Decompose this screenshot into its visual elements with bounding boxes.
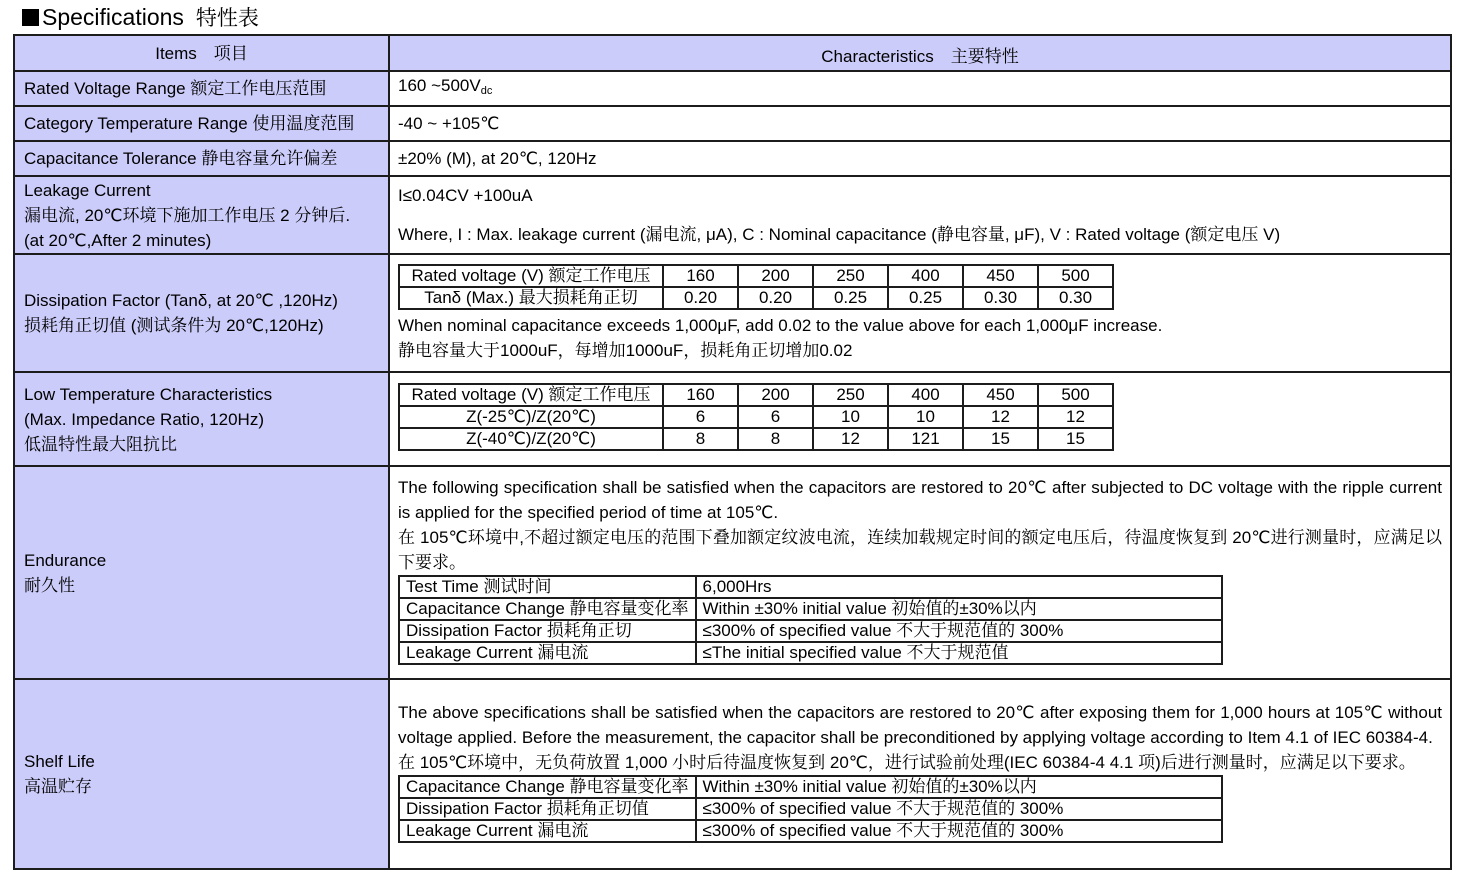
endurance-test-row bbox=[399, 598, 1222, 620]
title-zh: 特性表 bbox=[195, 7, 259, 30]
shelf-life-label bbox=[14, 679, 389, 869]
lt-value: 8 bbox=[663, 428, 738, 450]
lt-row-40 bbox=[399, 428, 1113, 450]
shelf-life-label-zh: 高温贮存 bbox=[24, 777, 92, 796]
lt-value: 10 bbox=[888, 406, 963, 428]
endurance-item: Test Time 测试时间 bbox=[399, 576, 696, 598]
endurance-label-en: Endurance bbox=[24, 550, 107, 570]
low-temperature-value bbox=[389, 372, 1451, 466]
capacitance-tolerance-label: Capacitance Tolerance 静电容量允许偏差 bbox=[14, 141, 389, 176]
characteristics-header-text: Characteristics 主要特性 bbox=[821, 47, 1019, 66]
df-value-row bbox=[399, 287, 1113, 309]
rated-voltage-value bbox=[389, 71, 1451, 106]
df-value: 0.25 bbox=[813, 287, 888, 309]
lt-value: 8 bbox=[738, 428, 813, 450]
endurance-text-en: The following specification shall be satisfied when the capacitors are restored to 20℃ after subjected to DC voltage with the ripple current is applied for the specified period of time at 105℃. bbox=[398, 477, 1442, 522]
lt-value: 6 bbox=[738, 406, 813, 428]
items-header bbox=[14, 35, 389, 71]
df-value: 0.25 bbox=[888, 287, 963, 309]
df-header-row bbox=[399, 265, 1113, 287]
leakage-formula: I≤0.04CV +100uA bbox=[398, 186, 533, 205]
shelf-life-value bbox=[389, 679, 1451, 869]
shelf-life-text-en: The above specifications shall be satisfied when the capacitors are restored to 20℃ after exposing them for 1,000 hours at 105℃ without voltage applied. Before the measurement, the capacitor shall be preconditioned by applying voltage according to Item 4.1 of IEC 60384-4. bbox=[398, 702, 1442, 747]
dissipation-factor-label bbox=[14, 254, 389, 372]
endurance-criterion: ≤The initial specified value 不大于规范值 bbox=[696, 642, 1222, 664]
leakage-current-label bbox=[14, 176, 389, 254]
title-en: Specifications bbox=[42, 4, 184, 30]
endurance-criterion: ≤300% of specified value 不大于规范值的 300% bbox=[696, 620, 1222, 642]
lt-label-line2: (Max. Impedance Ratio, 120Hz) bbox=[24, 409, 264, 429]
shelf-life-criterion: ≤300% of specified value 不大于规范值的 300% bbox=[696, 798, 1222, 820]
rated-voltage-sub: dc bbox=[480, 85, 493, 97]
shelf-life-criterion: Within ±30% initial value 初始值的±30%以内 bbox=[696, 776, 1222, 798]
shelf-life-test-table bbox=[398, 775, 1223, 843]
lt-voltage: 400 bbox=[888, 384, 963, 406]
row-dissipation-factor bbox=[14, 254, 1451, 372]
shelf-life-item: Dissipation Factor 损耗角正切值 bbox=[399, 798, 696, 820]
square-bullet-icon bbox=[22, 9, 39, 26]
header-row bbox=[14, 35, 1451, 71]
df-voltage-table bbox=[398, 264, 1114, 310]
lt-row-25 bbox=[399, 406, 1113, 428]
endurance-item: Dissipation Factor 损耗角正切 bbox=[399, 620, 696, 642]
lt-value: 6 bbox=[663, 406, 738, 428]
lt-voltage: 200 bbox=[738, 384, 813, 406]
leakage-current-value bbox=[389, 176, 1451, 254]
lt-impedance-table bbox=[398, 383, 1114, 451]
shelf-life-test-row bbox=[399, 798, 1222, 820]
endurance-criterion: Within ±30% initial value 初始值的±30%以内 bbox=[696, 598, 1222, 620]
df-voltage: 160 bbox=[663, 265, 738, 287]
lt-label-line3: 低温特性最大阻抗比 bbox=[24, 434, 177, 454]
endurance-label-zh: 耐久性 bbox=[24, 575, 75, 595]
lt-row1-label: Z(-25℃)/Z(20℃) bbox=[399, 406, 663, 428]
lt-value: 12 bbox=[813, 428, 888, 450]
df-voltage: 250 bbox=[813, 265, 888, 287]
specifications-table bbox=[13, 34, 1452, 870]
df-value: 0.20 bbox=[663, 287, 738, 309]
leakage-where: Where, I : Max. leakage current (漏电流, μA), C : Nominal capacitance (静电容量, μF), V : Rated voltage (额定电压 V) bbox=[398, 225, 1281, 244]
df-label-zh: 损耗角正切值 (测试条件为 20℃,120Hz) bbox=[24, 316, 324, 335]
df-header-label: Rated voltage (V) 额定工作电压 bbox=[399, 265, 663, 287]
leakage-label-en: Leakage Current bbox=[24, 180, 151, 200]
endurance-test-row bbox=[399, 576, 1222, 598]
lt-voltage: 250 bbox=[813, 384, 888, 406]
shelf-life-item: Leakage Current 漏电流 bbox=[399, 820, 696, 842]
lt-value: 15 bbox=[963, 428, 1038, 450]
characteristics-header bbox=[389, 35, 1451, 71]
lt-label-line1: Low Temperature Characteristics bbox=[24, 384, 273, 404]
page-title bbox=[22, 2, 259, 32]
shelf-life-text-zh: 在 105℃环境中，无负荷放置 1,000 小时后待温度恢复到 20℃，进行试验前处理(IEC 60384-4 4.1 项)后进行测量时，应满足以下要求。 bbox=[398, 752, 1416, 772]
row-category-temperature bbox=[14, 106, 1451, 141]
row-shelf-life bbox=[14, 679, 1451, 869]
lt-voltage: 500 bbox=[1038, 384, 1113, 406]
shelf-life-test-row bbox=[399, 776, 1222, 798]
row-rated-voltage bbox=[14, 71, 1451, 106]
df-value: 0.20 bbox=[738, 287, 813, 309]
lt-value: 121 bbox=[888, 428, 963, 450]
category-temperature-label: Category Temperature Range 使用温度范围 bbox=[14, 106, 389, 141]
rated-voltage-label: Rated Voltage Range 额定工作电压范围 bbox=[14, 71, 389, 106]
lt-value: 10 bbox=[813, 406, 888, 428]
df-value: 0.30 bbox=[963, 287, 1038, 309]
rated-voltage-main: 160 ~500V bbox=[398, 76, 481, 95]
row-endurance bbox=[14, 466, 1451, 679]
lt-voltage: 450 bbox=[963, 384, 1038, 406]
lt-header-label: Rated voltage (V) 额定工作电压 bbox=[399, 384, 663, 406]
endurance-test-table bbox=[398, 575, 1223, 665]
endurance-label bbox=[14, 466, 389, 679]
shelf-life-item: Capacitance Change 静电容量变化率 bbox=[399, 776, 696, 798]
df-voltage: 400 bbox=[888, 265, 963, 287]
shelf-life-label-en: Shelf Life bbox=[24, 752, 95, 771]
df-voltage: 450 bbox=[963, 265, 1038, 287]
endurance-text-zh: 在 105℃环境中,不超过额定电压的范围下叠加额定纹波电流，连续加载规定时间的额定电压后，待温度恢复到 20℃进行测量时，应满足以下要求。 bbox=[398, 527, 1442, 572]
df-value: 0.30 bbox=[1038, 287, 1113, 309]
lt-header-row bbox=[399, 384, 1113, 406]
row-low-temperature bbox=[14, 372, 1451, 466]
df-voltage: 500 bbox=[1038, 265, 1113, 287]
shelf-life-criterion: ≤300% of specified value 不大于规范值的 300% bbox=[696, 820, 1222, 842]
endurance-item: Leakage Current 漏电流 bbox=[399, 642, 696, 664]
endurance-value bbox=[389, 466, 1451, 679]
capacitance-tolerance-value: ±20% (M), at 20℃, 120Hz bbox=[389, 141, 1451, 176]
df-label-en: Dissipation Factor (Tanδ, at 20℃ ,120Hz) bbox=[24, 291, 338, 310]
endurance-test-row bbox=[399, 642, 1222, 664]
items-header-text: Items 项目 bbox=[155, 44, 248, 63]
endurance-item: Capacitance Change 静电容量变化率 bbox=[399, 598, 696, 620]
dissipation-factor-value bbox=[389, 254, 1451, 372]
lt-voltage: 160 bbox=[663, 384, 738, 406]
df-note-zh: 静电容量大于1000uF，每增加1000uF，损耗角正切增加0.02 bbox=[398, 340, 853, 360]
lt-row2-label: Z(-40℃)/Z(20℃) bbox=[399, 428, 663, 450]
low-temperature-label bbox=[14, 372, 389, 466]
df-note-en: When nominal capacitance exceeds 1,000μF, add 0.02 to the value above for each 1,000μF increase. bbox=[398, 315, 1163, 335]
leakage-label-zh: 漏电流, 20℃环境下施加工作电压 2 分钟后. bbox=[24, 205, 351, 225]
endurance-test-row bbox=[399, 620, 1222, 642]
leakage-label-note: (at 20℃,After 2 minutes) bbox=[24, 230, 212, 250]
shelf-life-test-row bbox=[399, 820, 1222, 842]
lt-value: 12 bbox=[1038, 406, 1113, 428]
row-leakage-current bbox=[14, 176, 1451, 254]
lt-value: 15 bbox=[1038, 428, 1113, 450]
row-capacitance-tolerance bbox=[14, 141, 1451, 176]
df-voltage: 200 bbox=[738, 265, 813, 287]
category-temperature-value: -40 ~ +105℃ bbox=[389, 106, 1451, 141]
endurance-criterion: 6,000Hrs bbox=[696, 576, 1222, 598]
df-row-label: Tanδ (Max.) 最大损耗角正切 bbox=[399, 287, 663, 309]
lt-value: 12 bbox=[963, 406, 1038, 428]
